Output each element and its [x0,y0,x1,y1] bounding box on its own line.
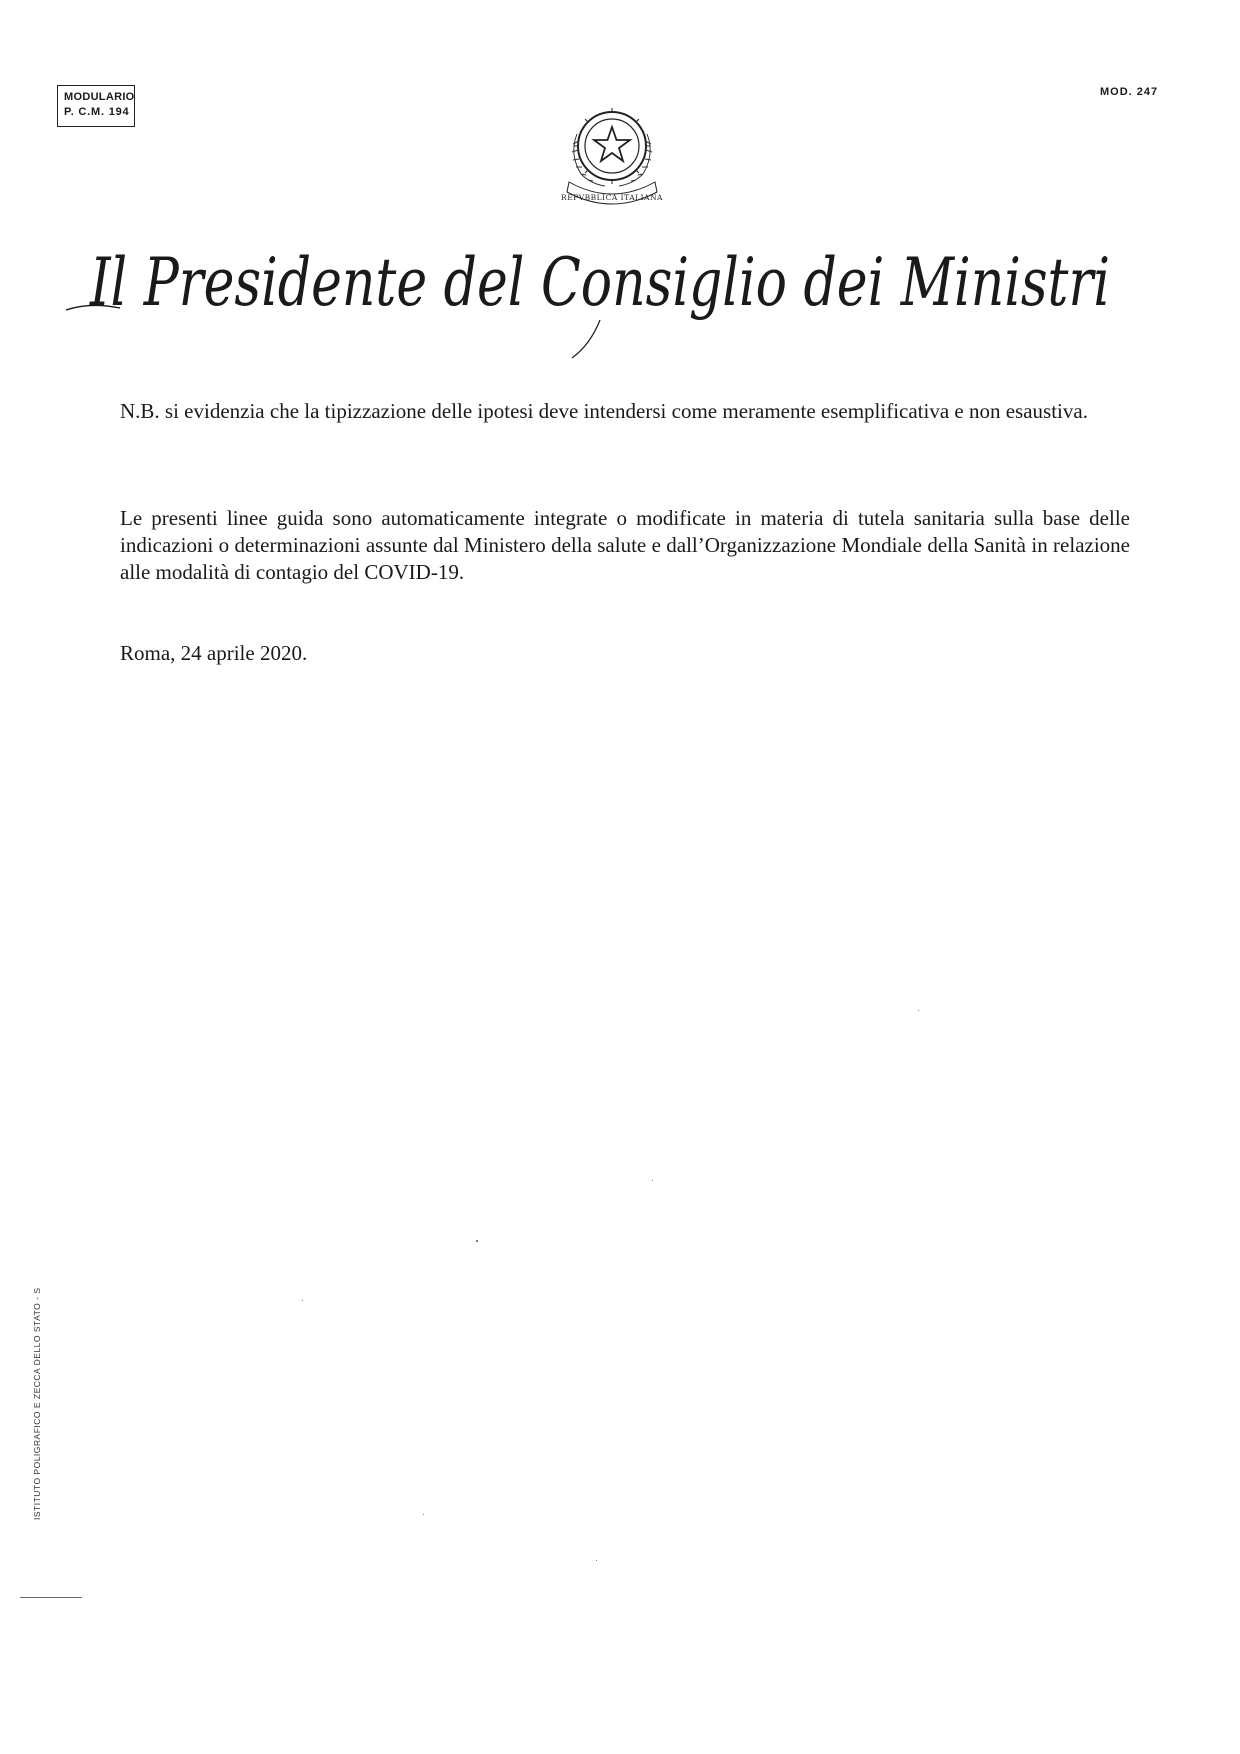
printer-side-note: ISTITUTO POLIGRAFICO E ZECCA DELLO STATO - S [32,1287,42,1520]
paragraph-note [120,398,1130,425]
scan-speck [476,1240,478,1242]
place-date [120,640,1130,667]
scan-speck [302,1300,303,1301]
form-code-box [57,85,135,127]
paragraph-guidelines-text: Le presenti linee guida sono automaticamente integrate o modificate in materia di tutela sanitaria sulla base delle indicazioni o determinazioni assunte dal Ministero della salute e dall’Organizzazione Mondiale della Sanità in relazione alle modalità di contagio del COVID-19. [120,506,1130,584]
emblem-of-italy-icon [557,94,667,214]
script-heading [60,210,1140,360]
scan-speck [596,1560,597,1561]
model-code: MOD. 247 [1100,86,1159,98]
paragraph-note-text: N.B. si evidenzia che la tipizzazione delle ipotesi deve intendersi come meramente esemplificativa e non esaustiva. [120,399,1088,423]
scan-speck [423,1514,424,1515]
emblem-banner-text: REPVBBLICA ITALIANA [561,193,663,202]
form-code-line-1: MODULARIO [64,91,135,103]
footer-rule [20,1597,82,1598]
scan-speck [918,1010,919,1011]
paragraph-guidelines [120,505,1130,586]
form-code-line-2: P. C.M. 194 [64,106,130,118]
scan-speck [652,1180,653,1181]
place-date-text: Roma, 24 aprile 2020. [120,641,308,665]
script-heading-text: Il Presidente del Consiglio dei Ministri [89,244,1110,321]
